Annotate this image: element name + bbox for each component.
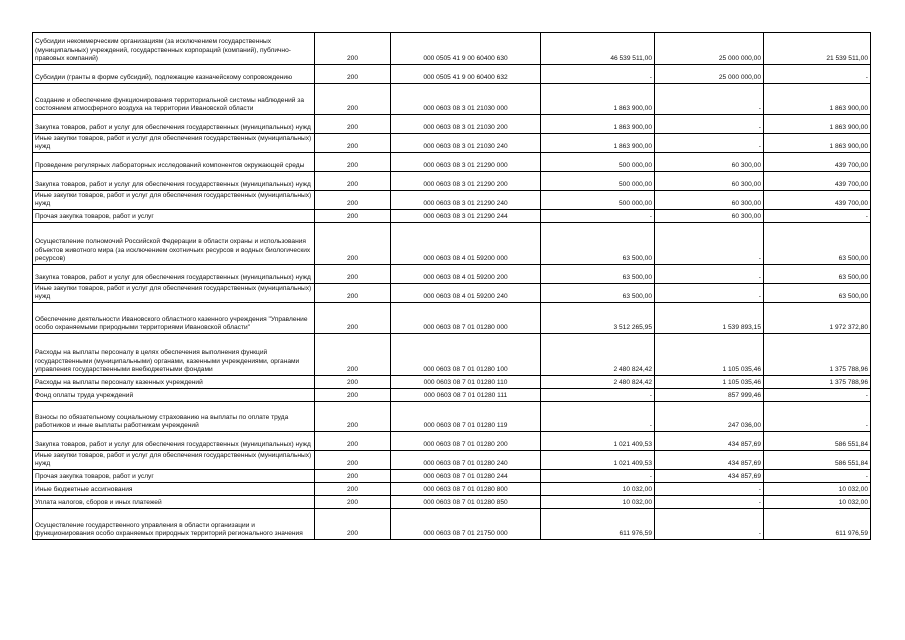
budget-report-page (32, 32, 871, 540)
row-classification-code-cell: 000 0603 08 7 01 01280 800 (391, 483, 541, 496)
table-row (33, 134, 871, 153)
row-name-cell: Взносы по обязательному социальному страхованию на выплаты по оплате труда работников и иные выплаты работникам учреждений (33, 402, 315, 432)
row-name-cell: Проведение регулярных лабораторных исследований компонентов окружающей среды (33, 153, 315, 172)
row-approved-amount-cell: - (541, 210, 655, 223)
table-row (33, 65, 871, 84)
row-executed-amount-cell: 60 300,00 (655, 210, 764, 223)
table-row (33, 153, 871, 172)
row-line-code-cell: 200 (315, 303, 391, 334)
row-remaining-amount-cell: 439 700,00 (764, 172, 871, 191)
row-line-code-cell: 200 (315, 210, 391, 223)
row-executed-amount-cell: - (655, 223, 764, 265)
table-row (33, 284, 871, 303)
row-approved-amount-cell: 1 021 409,53 (541, 451, 655, 470)
row-remaining-amount-cell: - (764, 402, 871, 432)
row-remaining-amount-cell: 1 863 900,00 (764, 115, 871, 134)
row-name-cell: Субсидии некоммерческим организациям (за исключением государственных (муниципальных) учреждений, государственных корпораций (компаний), публично-правовых компаний) (33, 33, 315, 65)
row-line-code-cell: 200 (315, 223, 391, 265)
row-approved-amount-cell: 2 480 824,42 (541, 376, 655, 389)
row-remaining-amount-cell: 10 032,00 (764, 496, 871, 509)
table-row (33, 432, 871, 451)
row-classification-code-cell: 000 0603 08 7 01 21750 000 (391, 509, 541, 540)
row-name-cell: Закупка товаров, работ и услуг для обеспечения государственных (муниципальных) нужд (33, 115, 315, 134)
row-executed-amount-cell: - (655, 134, 764, 153)
row-classification-code-cell: 000 0603 08 4 01 59200 200 (391, 265, 541, 284)
row-approved-amount-cell: 63 500,00 (541, 284, 655, 303)
table-row (33, 172, 871, 191)
table-row (33, 33, 871, 65)
table-row (33, 483, 871, 496)
table-row (33, 402, 871, 432)
row-name-cell: Прочая закупка товаров, работ и услуг (33, 210, 315, 223)
row-executed-amount-cell: 434 857,69 (655, 432, 764, 451)
row-executed-amount-cell: 434 857,69 (655, 470, 764, 483)
row-approved-amount-cell: 10 032,00 (541, 483, 655, 496)
row-name-cell: Обеспечение деятельности Ивановского областного казенного учреждения "Управление особо охраняемыми природными территориями Ивановской области" (33, 303, 315, 334)
row-line-code-cell: 200 (315, 84, 391, 115)
row-executed-amount-cell: 60 300,00 (655, 172, 764, 191)
row-approved-amount-cell: 3 512 265,95 (541, 303, 655, 334)
row-line-code-cell: 200 (315, 153, 391, 172)
row-executed-amount-cell: 1 105 035,46 (655, 334, 764, 376)
row-executed-amount-cell: 25 000 000,00 (655, 65, 764, 84)
row-executed-amount-cell: - (655, 115, 764, 134)
row-remaining-amount-cell: 10 032,00 (764, 483, 871, 496)
row-line-code-cell: 200 (315, 334, 391, 376)
table-row (33, 451, 871, 470)
row-approved-amount-cell: 1 863 900,00 (541, 84, 655, 115)
row-line-code-cell: 200 (315, 33, 391, 65)
row-approved-amount-cell: - (541, 389, 655, 402)
row-executed-amount-cell: - (655, 509, 764, 540)
row-classification-code-cell: 000 0603 08 3 01 21290 240 (391, 191, 541, 210)
row-line-code-cell: 200 (315, 115, 391, 134)
row-remaining-amount-cell: 586 551,84 (764, 432, 871, 451)
row-remaining-amount-cell: 439 700,00 (764, 153, 871, 172)
row-name-cell: Закупка товаров, работ и услуг для обеспечения государственных (муниципальных) нужд (33, 432, 315, 451)
table-row (33, 376, 871, 389)
row-remaining-amount-cell: 1 863 900,00 (764, 134, 871, 153)
table-row (33, 334, 871, 376)
row-approved-amount-cell: 46 539 511,00 (541, 33, 655, 65)
row-executed-amount-cell: 857 999,46 (655, 389, 764, 402)
row-approved-amount-cell: 1 021 409,53 (541, 432, 655, 451)
row-classification-code-cell: 000 0505 41 9 00 60400 630 (391, 33, 541, 65)
table-row (33, 210, 871, 223)
row-classification-code-cell: 000 0603 08 7 01 01280 000 (391, 303, 541, 334)
row-classification-code-cell: 000 0603 08 7 01 01280 111 (391, 389, 541, 402)
row-classification-code-cell: 000 0603 08 3 01 21030 000 (391, 84, 541, 115)
row-classification-code-cell: 000 0505 41 9 00 60400 632 (391, 65, 541, 84)
row-remaining-amount-cell: 1 972 372,80 (764, 303, 871, 334)
row-line-code-cell: 200 (315, 284, 391, 303)
row-line-code-cell: 200 (315, 134, 391, 153)
table-row (33, 115, 871, 134)
table-row (33, 84, 871, 115)
row-executed-amount-cell: 1 539 893,15 (655, 303, 764, 334)
row-name-cell: Уплата налогов, сборов и иных платежей (33, 496, 315, 509)
table-row (33, 496, 871, 509)
row-executed-amount-cell: - (655, 496, 764, 509)
row-remaining-amount-cell: 439 700,00 (764, 191, 871, 210)
row-classification-code-cell: 000 0603 08 7 01 01280 110 (391, 376, 541, 389)
row-remaining-amount-cell: 63 500,00 (764, 223, 871, 265)
table-body (33, 33, 871, 540)
row-classification-code-cell: 000 0603 08 7 01 01280 244 (391, 470, 541, 483)
row-approved-amount-cell: 1 863 900,00 (541, 134, 655, 153)
row-name-cell: Расходы на выплаты персоналу в целях обеспечения выполнения функций государственными (муниципальными) органами, казенными учреждениями, органами управления государственными внебюджетными фондами (33, 334, 315, 376)
row-line-code-cell: 200 (315, 451, 391, 470)
row-executed-amount-cell: 247 036,00 (655, 402, 764, 432)
table-row (33, 509, 871, 540)
row-executed-amount-cell: 60 300,00 (655, 153, 764, 172)
row-classification-code-cell: 000 0603 08 4 01 59200 000 (391, 223, 541, 265)
row-executed-amount-cell: - (655, 483, 764, 496)
row-name-cell: Иные закупки товаров, работ и услуг для обеспечения государственных (муниципальных) нужд (33, 191, 315, 210)
row-name-cell: Расходы на выплаты персоналу казенных учреждений (33, 376, 315, 389)
row-classification-code-cell: 000 0603 08 3 01 21290 244 (391, 210, 541, 223)
row-remaining-amount-cell: 63 500,00 (764, 284, 871, 303)
row-name-cell: Фонд оплаты труда учреждений (33, 389, 315, 402)
row-remaining-amount-cell: 1 375 788,96 (764, 334, 871, 376)
row-name-cell: Закупка товаров, работ и услуг для обеспечения государственных (муниципальных) нужд (33, 172, 315, 191)
table-row (33, 470, 871, 483)
row-approved-amount-cell: 2 480 824,42 (541, 334, 655, 376)
row-name-cell: Создание и обеспечение функционирования территориальной системы наблюдений за состоянием атмосферного воздуха на территории Ивановской области (33, 84, 315, 115)
row-approved-amount-cell: 10 032,00 (541, 496, 655, 509)
row-classification-code-cell: 000 0603 08 7 01 01280 850 (391, 496, 541, 509)
row-approved-amount-cell: 63 500,00 (541, 223, 655, 265)
row-name-cell: Иные бюджетные ассигнования (33, 483, 315, 496)
row-line-code-cell: 200 (315, 265, 391, 284)
row-name-cell: Осуществление государственного управления в области организации и функционирования особо охраняемых природных территорий регионального значения (33, 509, 315, 540)
row-line-code-cell: 200 (315, 191, 391, 210)
row-name-cell: Иные закупки товаров, работ и услуг для обеспечения государственных (муниципальных) нужд (33, 451, 315, 470)
row-approved-amount-cell: 611 976,59 (541, 509, 655, 540)
row-remaining-amount-cell: - (764, 65, 871, 84)
row-approved-amount-cell: 500 000,00 (541, 172, 655, 191)
row-classification-code-cell: 000 0603 08 3 01 21030 200 (391, 115, 541, 134)
budget-execution-table (32, 32, 871, 540)
row-line-code-cell: 200 (315, 509, 391, 540)
table-row (33, 265, 871, 284)
row-line-code-cell: 200 (315, 483, 391, 496)
row-approved-amount-cell: 1 863 900,00 (541, 115, 655, 134)
row-approved-amount-cell: 63 500,00 (541, 265, 655, 284)
row-classification-code-cell: 000 0603 08 7 01 01280 200 (391, 432, 541, 451)
table-row (33, 389, 871, 402)
row-approved-amount-cell: - (541, 402, 655, 432)
row-line-code-cell: 200 (315, 402, 391, 432)
row-executed-amount-cell: 25 000 000,00 (655, 33, 764, 65)
row-remaining-amount-cell: - (764, 210, 871, 223)
row-approved-amount-cell: 500 000,00 (541, 191, 655, 210)
row-line-code-cell: 200 (315, 172, 391, 191)
row-remaining-amount-cell: 586 551,84 (764, 451, 871, 470)
row-name-cell: Иные закупки товаров, работ и услуг для обеспечения государственных (муниципальных) нужд (33, 284, 315, 303)
table-row (33, 303, 871, 334)
row-classification-code-cell: 000 0603 08 3 01 21290 000 (391, 153, 541, 172)
row-name-cell: Закупка товаров, работ и услуг для обеспечения государственных (муниципальных) нужд (33, 265, 315, 284)
row-name-cell: Осуществление полномочий Российской Федерации в области охраны и использования объектов животного мира (за исключением охотничьих ресурсов и водных биологических ресурсов) (33, 223, 315, 265)
table-row (33, 191, 871, 210)
row-classification-code-cell: 000 0603 08 4 01 59200 240 (391, 284, 541, 303)
row-line-code-cell: 200 (315, 65, 391, 84)
row-remaining-amount-cell: 63 500,00 (764, 265, 871, 284)
row-line-code-cell: 200 (315, 470, 391, 483)
row-classification-code-cell: 000 0603 08 7 01 01280 100 (391, 334, 541, 376)
row-executed-amount-cell: - (655, 284, 764, 303)
row-remaining-amount-cell: 1 863 900,00 (764, 84, 871, 115)
row-name-cell: Прочая закупка товаров, работ и услуг (33, 470, 315, 483)
row-executed-amount-cell: - (655, 265, 764, 284)
row-name-cell: Иные закупки товаров, работ и услуг для обеспечения государственных (муниципальных) нужд (33, 134, 315, 153)
row-classification-code-cell: 000 0603 08 3 01 21030 240 (391, 134, 541, 153)
row-remaining-amount-cell: 21 539 511,00 (764, 33, 871, 65)
row-approved-amount-cell: 500 000,00 (541, 153, 655, 172)
row-executed-amount-cell: 1 105 035,46 (655, 376, 764, 389)
row-executed-amount-cell: 60 300,00 (655, 191, 764, 210)
row-line-code-cell: 200 (315, 432, 391, 451)
row-remaining-amount-cell: - (764, 389, 871, 402)
row-remaining-amount-cell: 611 976,59 (764, 509, 871, 540)
row-approved-amount-cell: - (541, 470, 655, 483)
row-line-code-cell: 200 (315, 389, 391, 402)
row-remaining-amount-cell: - (764, 470, 871, 483)
row-approved-amount-cell: - (541, 65, 655, 84)
row-classification-code-cell: 000 0603 08 3 01 21290 200 (391, 172, 541, 191)
row-classification-code-cell: 000 0603 08 7 01 01280 240 (391, 451, 541, 470)
row-remaining-amount-cell: 1 375 788,96 (764, 376, 871, 389)
row-classification-code-cell: 000 0603 08 7 01 01280 119 (391, 402, 541, 432)
row-line-code-cell: 200 (315, 376, 391, 389)
row-name-cell: Субсидии (гранты в форме субсидий), подлежащие казначейскому сопровождению (33, 65, 315, 84)
row-line-code-cell: 200 (315, 496, 391, 509)
table-row (33, 223, 871, 265)
row-executed-amount-cell: - (655, 84, 764, 115)
row-executed-amount-cell: 434 857,69 (655, 451, 764, 470)
